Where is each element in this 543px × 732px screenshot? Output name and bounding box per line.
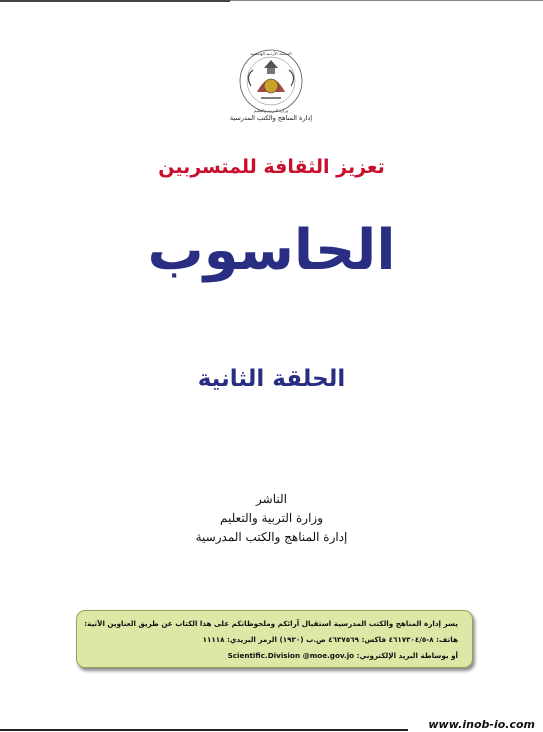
publisher-block xyxy=(0,490,543,547)
contact-line-email: أو بوساطة البريد الإلكتروني: Scientific.Division @moe.gov.jo xyxy=(227,651,458,660)
jordan-coat-of-arms-icon xyxy=(231,46,311,116)
contact-line-phone: هاتف: ٨-٤٦١٧٣٠٤/٥ فاكس: ٤٦٣٧٥٦٩ ص.ب (١٩٣٠) الرمز البريدي: ١١١١٨ xyxy=(202,635,458,644)
cover-cycle: الحلقة الثانية xyxy=(197,366,346,392)
contact-line-intro: يسر إدارة المناهج والكتب المدرسية استقبال آرائكم وملحوظاتكم على هذا الكتاب عن طريق العناوين الآتية: xyxy=(84,619,458,628)
footer-site-link[interactable]: www.inob-io.com xyxy=(428,718,535,731)
cover-title: الحاسوب xyxy=(147,218,396,283)
publisher-ministry: وزارة التربية والتعليم xyxy=(219,511,324,525)
publisher-label: الناشر xyxy=(256,492,287,506)
top-rule xyxy=(0,0,230,2)
svg-text:المملكة الأردنية الهاشمية: المملكة الأردنية الهاشمية xyxy=(250,51,292,56)
svg-text:وزارة التربية والتعليم: وزارة التربية والتعليم xyxy=(253,108,289,113)
cover-subtitle: تعزيز الثقافة للمتسربين xyxy=(158,156,385,178)
publisher-department: إدارة المناهج والكتب المدرسية xyxy=(195,530,348,544)
top-border xyxy=(0,0,543,14)
contact-box xyxy=(76,610,473,668)
emblem-caption: إدارة المناهج والكتب المدرسية xyxy=(229,114,313,122)
footer-rule xyxy=(0,729,408,731)
